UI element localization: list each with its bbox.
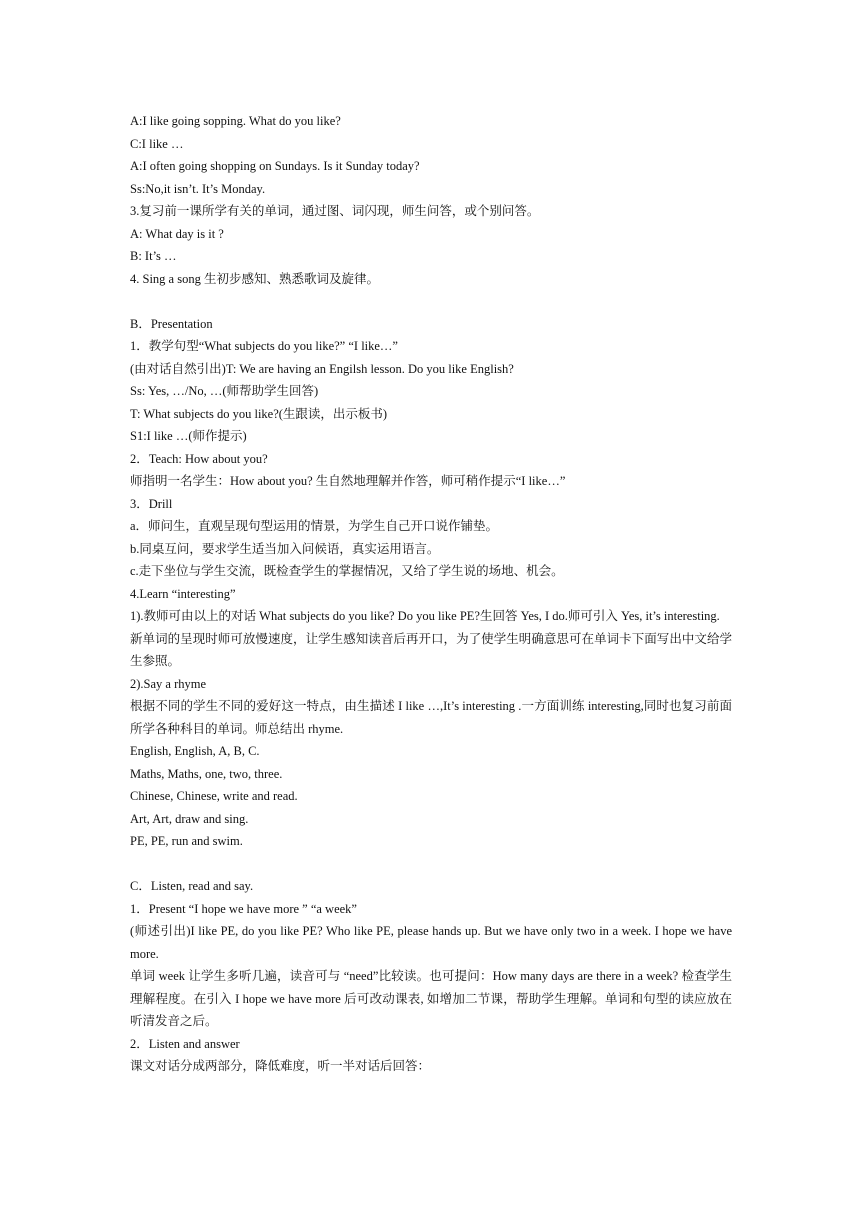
text-paragraph: 单词 week 让学生多听几遍，读音可与 “need”比较读。也可提问：How many days are there in a week? 检查学生理解程度。在引入 I hope we have more 后可改动课表, 如增加二节课，帮助学生理解。单词和句型的读应放在听清发音之后。 (130, 969, 732, 1028)
text-line: Ss: Yes, …/No, …(师帮助学生回答) (130, 384, 319, 398)
text-line: 课文对话分成两部分，降低难度，听一半对话后回答： (130, 1059, 431, 1073)
text-line: Ss:No,it isn’t. It’s Monday. (130, 181, 266, 196)
text-line: B: It’s … (130, 249, 177, 263)
rhyme-line: PE, PE, run and swim. (130, 834, 243, 848)
section-heading: C．Listen, read and say. (130, 879, 254, 893)
text-line: A:I like going sopping. What do you like? (130, 114, 341, 128)
text-line: a．师问生，直观呈现句型运用的情景，为学生自己开口说作铺垫。 (130, 519, 499, 533)
text-line: (由对话自然引出)T: We are having an Engilsh lesson. Do you like English? (130, 361, 514, 376)
text-line: 2．Teach: How about you? (130, 451, 268, 466)
text-paragraph: 根据不同的学生不同的爱好这一特点，由生描述 I like …,It’s interesting .一方面训练 interesting,同时也复习前面所学各种科目的单词。师总结出 rhyme. (130, 699, 732, 736)
text-line: 师指明一名学生：How about you? 生自然地理解并作答，师可稍作提示“I like…” (130, 474, 566, 488)
text-line: b.同桌互问，要求学生适当加入问候语，真实运用语言。 (130, 541, 440, 556)
text-line: C:I like … (130, 136, 184, 151)
text-line: S1:I like …(师作提示) (130, 429, 247, 443)
text-line: 2).Say a rhyme (130, 676, 207, 691)
section-heading: B．Presentation (130, 316, 213, 331)
text-line: 4.Learn “interesting” (130, 586, 236, 601)
text-line: 2．Listen and answer (130, 1036, 240, 1051)
text-line: A: What day is it ? (130, 226, 224, 241)
text-line: T: What subjects do you like?(生跟读，出示板书) (130, 406, 388, 421)
rhyme-line: Maths, Maths, one, two, three. (130, 766, 283, 781)
text-paragraph: 新单词的呈现时师可放慢速度，让学生感知读音后再开口，为了使学生明确意思可在单词卡下面写出中文给学生参照。 (130, 631, 732, 668)
paragraph-gap (130, 853, 732, 876)
text-line: 3．Drill (130, 496, 173, 511)
paragraph-gap (130, 290, 732, 313)
rhyme-line: Art, Art, draw and sing. (130, 811, 249, 826)
document-page (130, 110, 732, 1078)
text-paragraph: (师述引出)I like PE, do you like PE? Who like PE, please hands up. But we have only two in a week. I hope we have more. (130, 924, 732, 961)
text-line: 4. Sing a song 生初步感知、熟悉歌词及旋律。 (130, 271, 379, 286)
text-paragraph: 1).教师可由以上的对话 What subjects do you like? Do you like PE?生回答 Yes, I do.师可引入 Yes, it’s interesting. (130, 609, 720, 623)
text-line: 3.复习前一课所学有关的单词，通过图、词闪现，师生问答，或个别问答。 (130, 204, 540, 218)
text-line: 1．教学句型“What subjects do you like?” “I like…” (130, 339, 398, 353)
text-line: 1．Present “I hope we have more ” “a week” (130, 901, 357, 916)
rhyme-line: English, English, A, B, C. (130, 744, 260, 758)
rhyme-line: Chinese, Chinese, write and read. (130, 789, 298, 803)
text-line: A:I often going shopping on Sundays. Is it Sunday today? (130, 159, 420, 173)
text-line: c.走下坐位与学生交流，既检查学生的掌握情况，又给了学生说的场地、机会。 (130, 564, 564, 578)
